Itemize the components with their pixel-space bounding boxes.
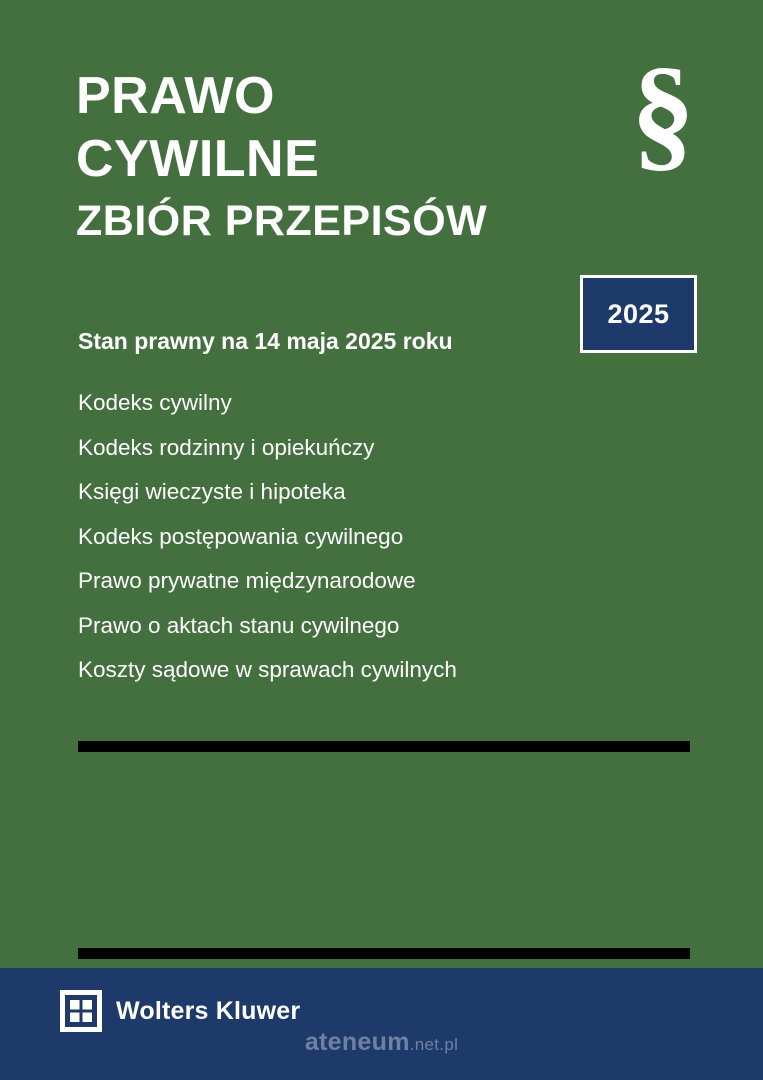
title-line-2: CYWILNE (76, 130, 320, 189)
divider-top (78, 741, 690, 752)
list-item: Koszty sądowe w sprawach cywilnych (78, 657, 457, 682)
wolters-kluwer-logo-icon (60, 990, 102, 1032)
year-badge (580, 275, 697, 353)
publisher-block (60, 990, 300, 1032)
list-item: Kodeks rodzinny i opiekuńczy (78, 434, 375, 460)
watermark (0, 1028, 763, 1057)
watermark-suffix: .net.pl (409, 1035, 459, 1054)
title-line-3: ZBIÓR PRZEPISÓW (76, 197, 488, 246)
contents-list (78, 392, 638, 704)
cover-title-block (76, 67, 546, 246)
list-item: Kodeks postępowania cywilnego (78, 523, 404, 549)
title-line-1: PRAWO (76, 67, 275, 125)
list-item: Kodeks cywilny (78, 390, 232, 415)
divider-bottom (78, 948, 690, 959)
publisher-name: Wolters Kluwer (116, 996, 301, 1025)
watermark-text: ateneum (304, 1028, 410, 1056)
list-item: Księgi wieczyste i hipoteka (78, 479, 346, 504)
list-item: Prawo o aktach stanu cywilnego (78, 612, 400, 638)
paragraph-symbol-icon: § (631, 41, 695, 183)
legal-status-text: Stan prawny na 14 maja 2025 roku (78, 328, 453, 354)
year-badge-label: 2025 (607, 298, 670, 329)
list-item: Prawo prywatne międzynarodowe (78, 568, 416, 593)
